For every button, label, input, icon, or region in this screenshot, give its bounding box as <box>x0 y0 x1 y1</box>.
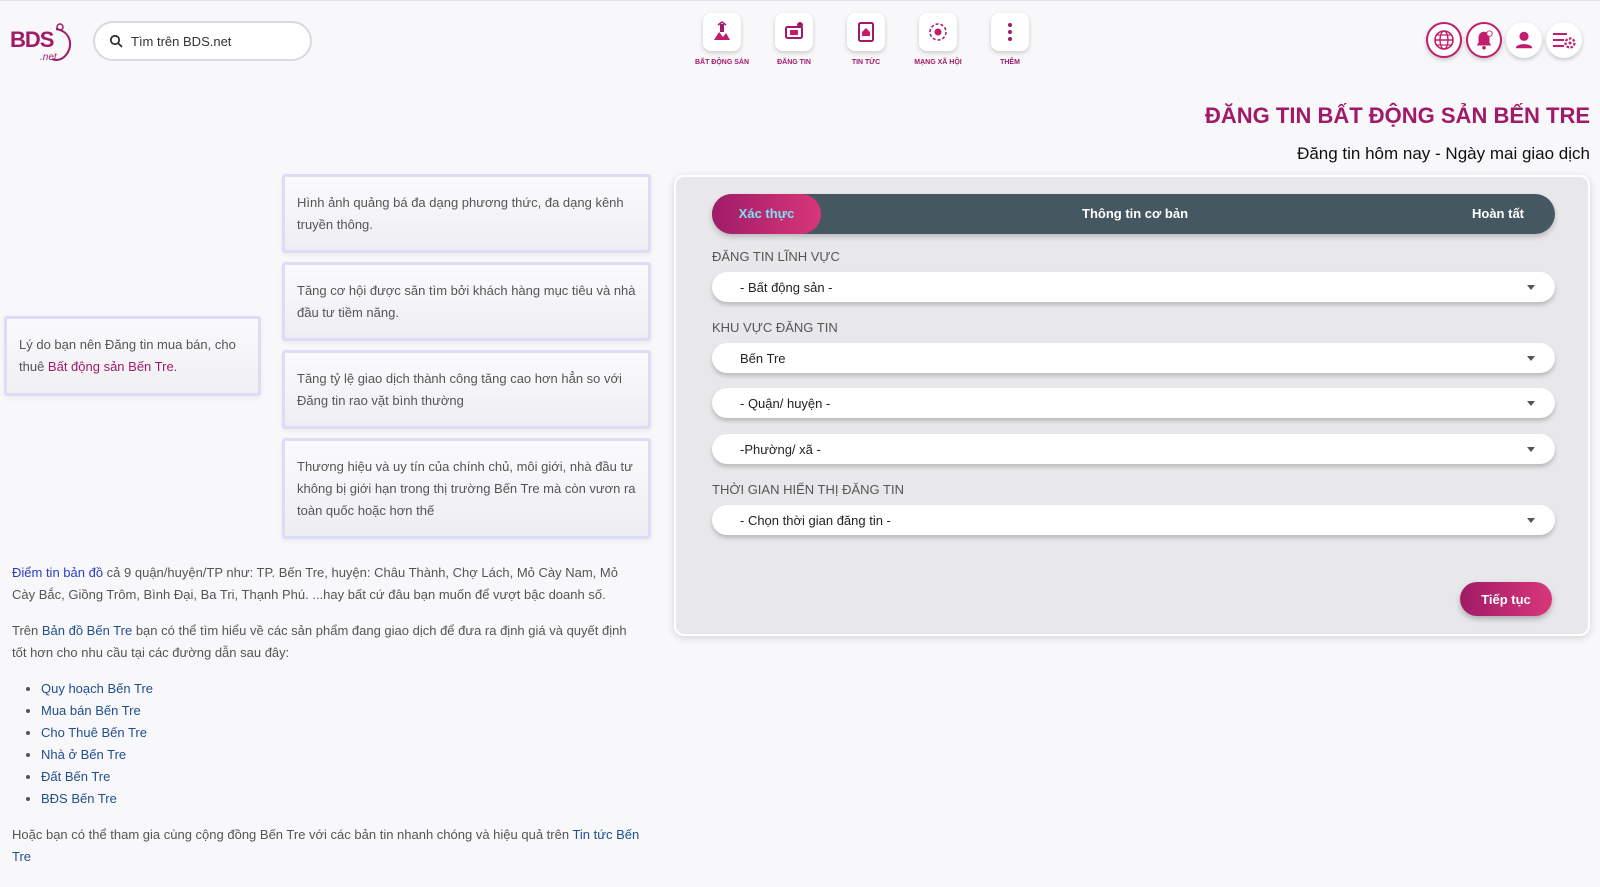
field-select[interactable] <box>712 272 1555 302</box>
list-item[interactable] <box>22 766 153 788</box>
site-logo[interactable] <box>8 19 76 63</box>
continue-button[interactable]: Tiếp tục <box>1460 582 1552 616</box>
related-link[interactable]: BĐS Bến Tre <box>41 791 117 806</box>
reason-card <box>282 262 651 341</box>
list-item[interactable] <box>22 788 153 810</box>
more-icon <box>991 13 1029 51</box>
reasons-intro-text: Lý do bạn nên Đăng tin mua bán, cho thuê <box>19 337 236 374</box>
map-news-link[interactable]: Điểm tin bản đồ <box>12 565 104 580</box>
step-basic-info[interactable]: Thông tin cơ bản <box>1082 206 1189 221</box>
area-label: KHU VỰC ĐĂNG TIN <box>712 320 838 335</box>
related-link[interactable]: Cho Thuê Bến Tre <box>41 725 147 740</box>
related-link[interactable]: Nhà ở Bến Tre <box>41 747 127 762</box>
chevron-down-icon <box>1527 285 1535 290</box>
post-form-panel <box>674 175 1590 636</box>
select-value: -Phường/ xã - <box>740 441 821 457</box>
logo-subtext: .net <box>40 52 57 63</box>
reason-card <box>282 174 651 253</box>
select-value: Bến Tre <box>740 350 786 366</box>
reasons-intro-link[interactable]: Bất động sản Bến Tre. <box>47 359 178 374</box>
real-estate-icon <box>703 13 741 51</box>
reason-text: Hình ảnh quảng bá đa dạng phương thức, đa dạng kênh truyền thông. <box>297 195 624 232</box>
search-icon <box>109 34 123 48</box>
nav-item-social[interactable] <box>902 13 974 66</box>
globe-icon[interactable] <box>1426 22 1462 58</box>
duration-label: THỜI GIAN HIỂN THỊ ĐĂNG TIN <box>712 482 904 497</box>
reason-text: Tăng cơ hội được săn tìm bởi khách hàng mục tiêu và nhà đầu tư tiềm năng. <box>297 283 636 320</box>
reasons-intro-card <box>4 316 261 396</box>
related-link[interactable]: Quy hoạch Bến Tre <box>41 681 154 696</box>
related-link[interactable]: Đất Bến Tre <box>41 769 111 784</box>
related-links-list <box>22 678 153 810</box>
select-value: - Bất động sản - <box>740 279 833 295</box>
nav-label: THÊM <box>1000 59 1020 66</box>
post-icon <box>775 13 813 51</box>
main-nav <box>686 13 1046 66</box>
page-title: ĐĂNG TIN BẤT ĐỘNG SẢN BẾN TRE <box>1205 103 1590 128</box>
settings-icon[interactable] <box>1546 22 1582 58</box>
select-value: - Chọn thời gian đăng tin - <box>740 512 891 528</box>
social-network-icon <box>919 13 957 51</box>
nav-item-more[interactable] <box>974 13 1046 66</box>
nav-item-real-estate[interactable] <box>686 13 758 66</box>
nav-label: MẠNG XÃ HỘI <box>914 59 962 66</box>
bell-icon[interactable] <box>1466 22 1502 58</box>
field-label: ĐĂNG TIN LĨNH VỰC <box>712 249 840 264</box>
province-select[interactable] <box>712 343 1555 373</box>
duration-select[interactable] <box>712 505 1555 535</box>
step-progress-bar <box>712 194 1555 234</box>
info-paragraph-3 <box>12 824 642 868</box>
news-icon <box>847 13 885 51</box>
user-icon[interactable] <box>1506 22 1542 58</box>
nav-label: TIN TỨC <box>851 59 881 66</box>
news-link[interactable]: Tin tức Bến Tre <box>12 827 640 864</box>
info-text: Trên <box>12 623 42 638</box>
search-input[interactable] <box>131 34 291 49</box>
list-item[interactable] <box>22 700 153 722</box>
reason-card <box>282 438 651 539</box>
info-paragraph-1 <box>12 562 642 606</box>
info-paragraph-2 <box>12 620 642 664</box>
ward-select[interactable] <box>712 434 1555 464</box>
map-link[interactable]: Bản đồ Bến Tre <box>41 623 133 638</box>
step-complete[interactable]: Hoàn tất <box>1472 206 1524 221</box>
nav-label: BẤT ĐỘNG SẢN <box>694 59 750 66</box>
search-box[interactable] <box>93 21 312 61</box>
chevron-down-icon <box>1527 447 1535 452</box>
nav-item-news[interactable] <box>830 13 902 66</box>
info-text: cả 9 quận/huyện/TP như: TP. Bến Tre, huyện: Châu Thành, Chợ Lách, Mỏ Cày Nam, Mỏ Cày Bắc, Giồng Trôm, Bình Đại, Ba Tri, Thạnh Phú. ...hay bất cứ đâu bạn muốn để vượt bậc doanh số. <box>12 565 618 602</box>
chevron-down-icon <box>1527 356 1535 361</box>
chevron-down-icon <box>1527 401 1535 406</box>
reason-text: Thương hiệu và uy tín của chính chủ, môi giới, nhà đầu tư không bị giới hạn trong thị trường Bến Tre mà còn vươn ra toàn quốc hoặc hơn thế <box>297 459 636 518</box>
info-text: Hoặc bạn có thể tham gia cùng cộng đồng Bến Tre với các bản tin nhanh chóng và hiệu quả trên <box>12 827 573 842</box>
list-item[interactable] <box>22 744 153 766</box>
logo-text: BDS <box>10 27 54 52</box>
info-text: bạn có thể tìm hiểu về các sản phẩm đang giao dịch để đưa ra định giá và quyết định tốt hơn cho nhu cầu tại các đường dẫn sau đây: <box>12 623 627 660</box>
nav-item-post[interactable] <box>758 13 830 66</box>
chevron-down-icon <box>1527 518 1535 523</box>
district-select[interactable] <box>712 388 1555 418</box>
list-item[interactable] <box>22 722 153 744</box>
reason-card <box>282 350 651 429</box>
step-verify[interactable]: Xác thực <box>712 194 821 234</box>
top-icon-bar <box>1426 22 1582 58</box>
page-subtitle: Đăng tin hôm nay - Ngày mai giao dịch <box>1297 144 1590 163</box>
select-value: - Quận/ huyện - <box>740 395 831 411</box>
nav-label: ĐĂNG TIN <box>777 59 811 66</box>
reason-text: Tăng tỷ lệ giao dịch thành công tăng cao hơn hẳn so với Đăng tin rao vặt bình thường <box>297 371 622 408</box>
related-link[interactable]: Mua bán Bến Tre <box>41 703 141 718</box>
list-item[interactable] <box>22 678 153 700</box>
